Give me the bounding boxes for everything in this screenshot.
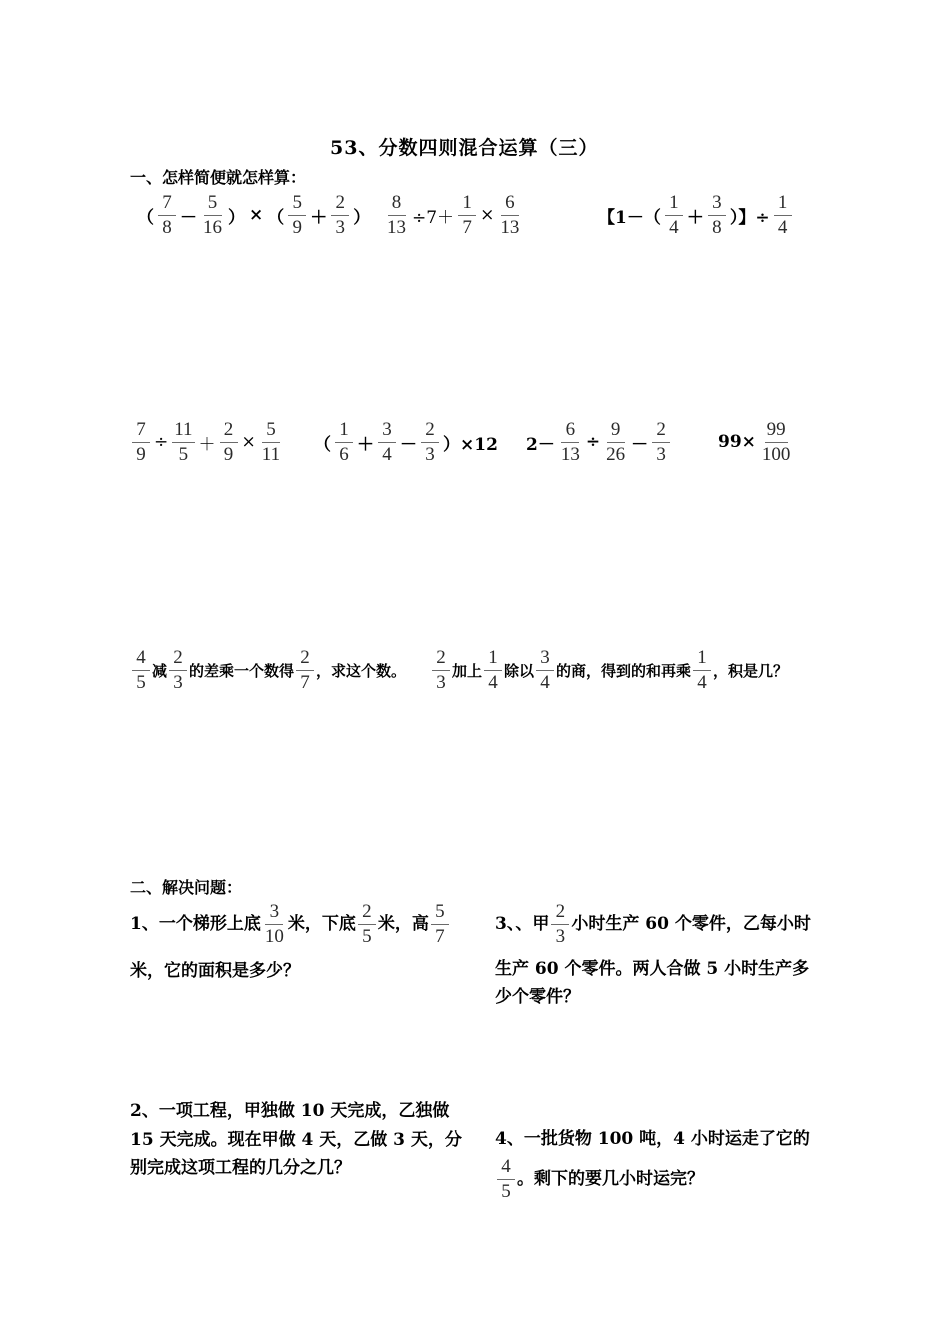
problem-1-line-2: 米，它的面积是多少？ <box>130 961 300 981</box>
denominator: 9 <box>292 216 302 238</box>
denominator: 4 <box>488 671 498 693</box>
operator: × <box>249 205 264 226</box>
fraction <box>760 420 793 465</box>
numerator: 2 <box>358 902 376 925</box>
problem-2-line-3: 别完成这项工程的几分之几？ <box>130 1158 351 1178</box>
denominator: 100 <box>761 443 791 465</box>
problem-4-line-1: 4、一批货物 100 吨，4 小时运走了它的 <box>495 1129 810 1149</box>
fraction <box>288 193 306 238</box>
text: 3、、甲 <box>495 913 550 934</box>
denominator: 5 <box>362 925 372 947</box>
denominator: 7 <box>300 671 310 693</box>
fraction <box>378 420 396 465</box>
fraction <box>431 902 449 947</box>
denominator: 4 <box>382 443 392 465</box>
numerator: 2 <box>432 648 450 671</box>
operator: ÷ <box>585 432 601 453</box>
fraction <box>335 420 353 465</box>
fraction <box>458 193 476 238</box>
text: ，积是几？ <box>713 661 789 680</box>
denominator: 11 <box>261 443 281 465</box>
text: 减 <box>152 661 168 680</box>
text: 的差乘一个数得 <box>189 661 295 680</box>
numerator: 6 <box>501 193 519 216</box>
expression-4 <box>130 420 284 465</box>
paren: （ <box>314 434 331 455</box>
word-expression-1 <box>130 648 406 693</box>
numerator: 1 <box>484 648 502 671</box>
operator: ÷ <box>154 432 169 453</box>
denominator: 8 <box>162 216 172 238</box>
numerator: 9 <box>607 420 625 443</box>
numerator: 2 <box>551 902 569 925</box>
operator: ＋ <box>357 434 374 455</box>
problem-2-line-2: 15 天完成。现在甲做 4 天，乙做 3 天，分 <box>130 1130 462 1150</box>
operator: 2－ <box>526 434 555 455</box>
denominator: 8 <box>712 216 722 238</box>
denominator: 9 <box>136 443 146 465</box>
expression-3 <box>596 193 794 238</box>
denominator: 6 <box>339 443 349 465</box>
numerator: 4 <box>132 648 150 671</box>
fraction <box>260 420 282 465</box>
numerator: 3 <box>708 193 726 216</box>
paren: （ <box>137 207 154 228</box>
fraction <box>665 193 683 238</box>
fraction <box>296 648 314 693</box>
fraction <box>432 648 450 693</box>
expression-5 <box>312 420 500 465</box>
fraction <box>774 193 792 238</box>
numerator: 1 <box>774 193 792 216</box>
text: 的商，得到的和再乘 <box>556 661 692 680</box>
denominator: 7 <box>435 925 445 947</box>
denominator: 5 <box>136 671 146 693</box>
denominator: 13 <box>560 443 580 465</box>
fraction <box>220 420 238 465</box>
fraction <box>169 648 187 693</box>
expression-7 <box>716 420 794 465</box>
operator: × <box>480 205 495 226</box>
numerator: 2 <box>220 420 238 443</box>
numerator: 1 <box>693 648 711 671</box>
denominator: 13 <box>500 216 520 238</box>
numerator: 1 <box>458 193 476 216</box>
operator: ＋ <box>686 207 704 228</box>
numerator: 2 <box>169 648 187 671</box>
numerator: 5 <box>204 193 222 216</box>
problem-2-line-1: 2、一项工程，甲独做 10 天完成，乙独做 <box>130 1101 450 1121</box>
denominator: 7 <box>462 216 472 238</box>
denominator: 5 <box>178 443 189 465</box>
fraction <box>158 193 176 238</box>
fraction <box>132 648 150 693</box>
fraction <box>132 420 150 465</box>
numerator: 3 <box>265 902 283 925</box>
operator: 【1－（ <box>598 207 661 228</box>
denominator: 3 <box>555 925 566 947</box>
numerator: 1 <box>665 193 683 216</box>
numerator: 7 <box>158 193 176 216</box>
numerator: 5 <box>288 193 306 216</box>
operator: － <box>631 434 649 455</box>
fraction <box>497 1157 515 1202</box>
denominator: 10 <box>264 925 284 947</box>
denominator: 3 <box>436 671 446 693</box>
numerator: 2 <box>296 648 314 671</box>
denominator: 26 <box>606 443 626 465</box>
text: 除以 <box>504 661 535 680</box>
numerator: 5 <box>262 420 280 443</box>
numerator: 99 <box>765 420 788 443</box>
denominator: 4 <box>669 216 679 238</box>
denominator: 4 <box>540 671 550 693</box>
numerator: 4 <box>497 1157 515 1180</box>
operator: ÷7＋ <box>412 207 455 228</box>
denominator: 3 <box>173 671 183 693</box>
expression-2 <box>383 193 523 238</box>
numerator: 1 <box>335 420 353 443</box>
denominator: 9 <box>223 443 234 465</box>
word-expression-2 <box>430 648 788 693</box>
operator: － <box>400 434 417 455</box>
denominator: 16 <box>203 216 222 238</box>
numerator: 5 <box>431 902 449 925</box>
fraction <box>652 420 670 465</box>
paren: （ <box>267 207 285 228</box>
text: 小时生产 60 个零件，乙每小时 <box>571 913 811 934</box>
fraction <box>385 193 408 238</box>
text: 米，高 <box>377 913 429 934</box>
fraction <box>498 193 521 238</box>
section1-heading: 一、怎样简便就怎样算： <box>130 168 307 187</box>
problem-3-line-1 <box>495 902 811 947</box>
text: ，求这个数。 <box>316 661 407 680</box>
numerator: 8 <box>388 193 406 216</box>
numerator: 3 <box>378 420 396 443</box>
numerator: 7 <box>132 420 150 443</box>
problem-3-line-2: 生产 60 个零件。两人合做 5 小时生产多 <box>495 959 810 979</box>
problem-3-line-3: 少个零件？ <box>495 987 580 1007</box>
fraction <box>201 193 224 238</box>
denominator: 13 <box>387 216 406 238</box>
expression-6 <box>524 420 672 465</box>
text: 加上 <box>452 661 483 680</box>
operator: 99× <box>718 432 756 453</box>
fraction <box>693 648 711 693</box>
operator: × <box>241 432 256 453</box>
expression-1 <box>135 193 372 238</box>
numerator: 2 <box>421 420 439 443</box>
denominator: 5 <box>501 1180 511 1202</box>
numerator: 3 <box>536 648 554 671</box>
page-title: 53、分数四则混合运算（三） <box>330 137 599 159</box>
fraction <box>331 193 349 238</box>
fraction <box>172 420 194 465</box>
problem-1-line-1 <box>130 902 451 947</box>
denominator: 3 <box>656 443 666 465</box>
paren: ） <box>228 207 245 228</box>
problem-3 <box>495 902 811 947</box>
problem-4 <box>495 1157 704 1202</box>
paren: ） <box>353 207 371 228</box>
fraction <box>263 902 286 947</box>
problem-4-line-2 <box>495 1157 704 1202</box>
operator: ＋ <box>198 434 216 455</box>
fraction <box>708 193 726 238</box>
fraction <box>559 420 582 465</box>
fraction <box>551 902 569 947</box>
fraction <box>536 648 554 693</box>
text: 米，下底 <box>287 913 356 934</box>
fraction <box>484 648 502 693</box>
numerator: 2 <box>331 193 349 216</box>
operator: － <box>180 207 197 228</box>
numerator: 11 <box>172 420 194 443</box>
denominator: 4 <box>777 216 788 238</box>
denominator: 3 <box>425 443 435 465</box>
operator: ）】÷ <box>729 207 770 228</box>
fraction <box>358 902 376 947</box>
denominator: 4 <box>697 671 707 693</box>
numerator: 6 <box>561 420 579 443</box>
text: 。剩下的要几小时运完？ <box>517 1168 704 1189</box>
operator: ＋ <box>310 207 328 228</box>
operator: ）×12 <box>443 434 498 455</box>
fraction <box>604 420 627 465</box>
denominator: 3 <box>335 216 345 238</box>
fraction <box>421 420 439 465</box>
problem-1 <box>130 902 451 947</box>
text: 1、一个梯形上底 <box>130 913 261 934</box>
section2-heading: 二、解决问题： <box>130 878 243 897</box>
numerator: 2 <box>652 420 670 443</box>
